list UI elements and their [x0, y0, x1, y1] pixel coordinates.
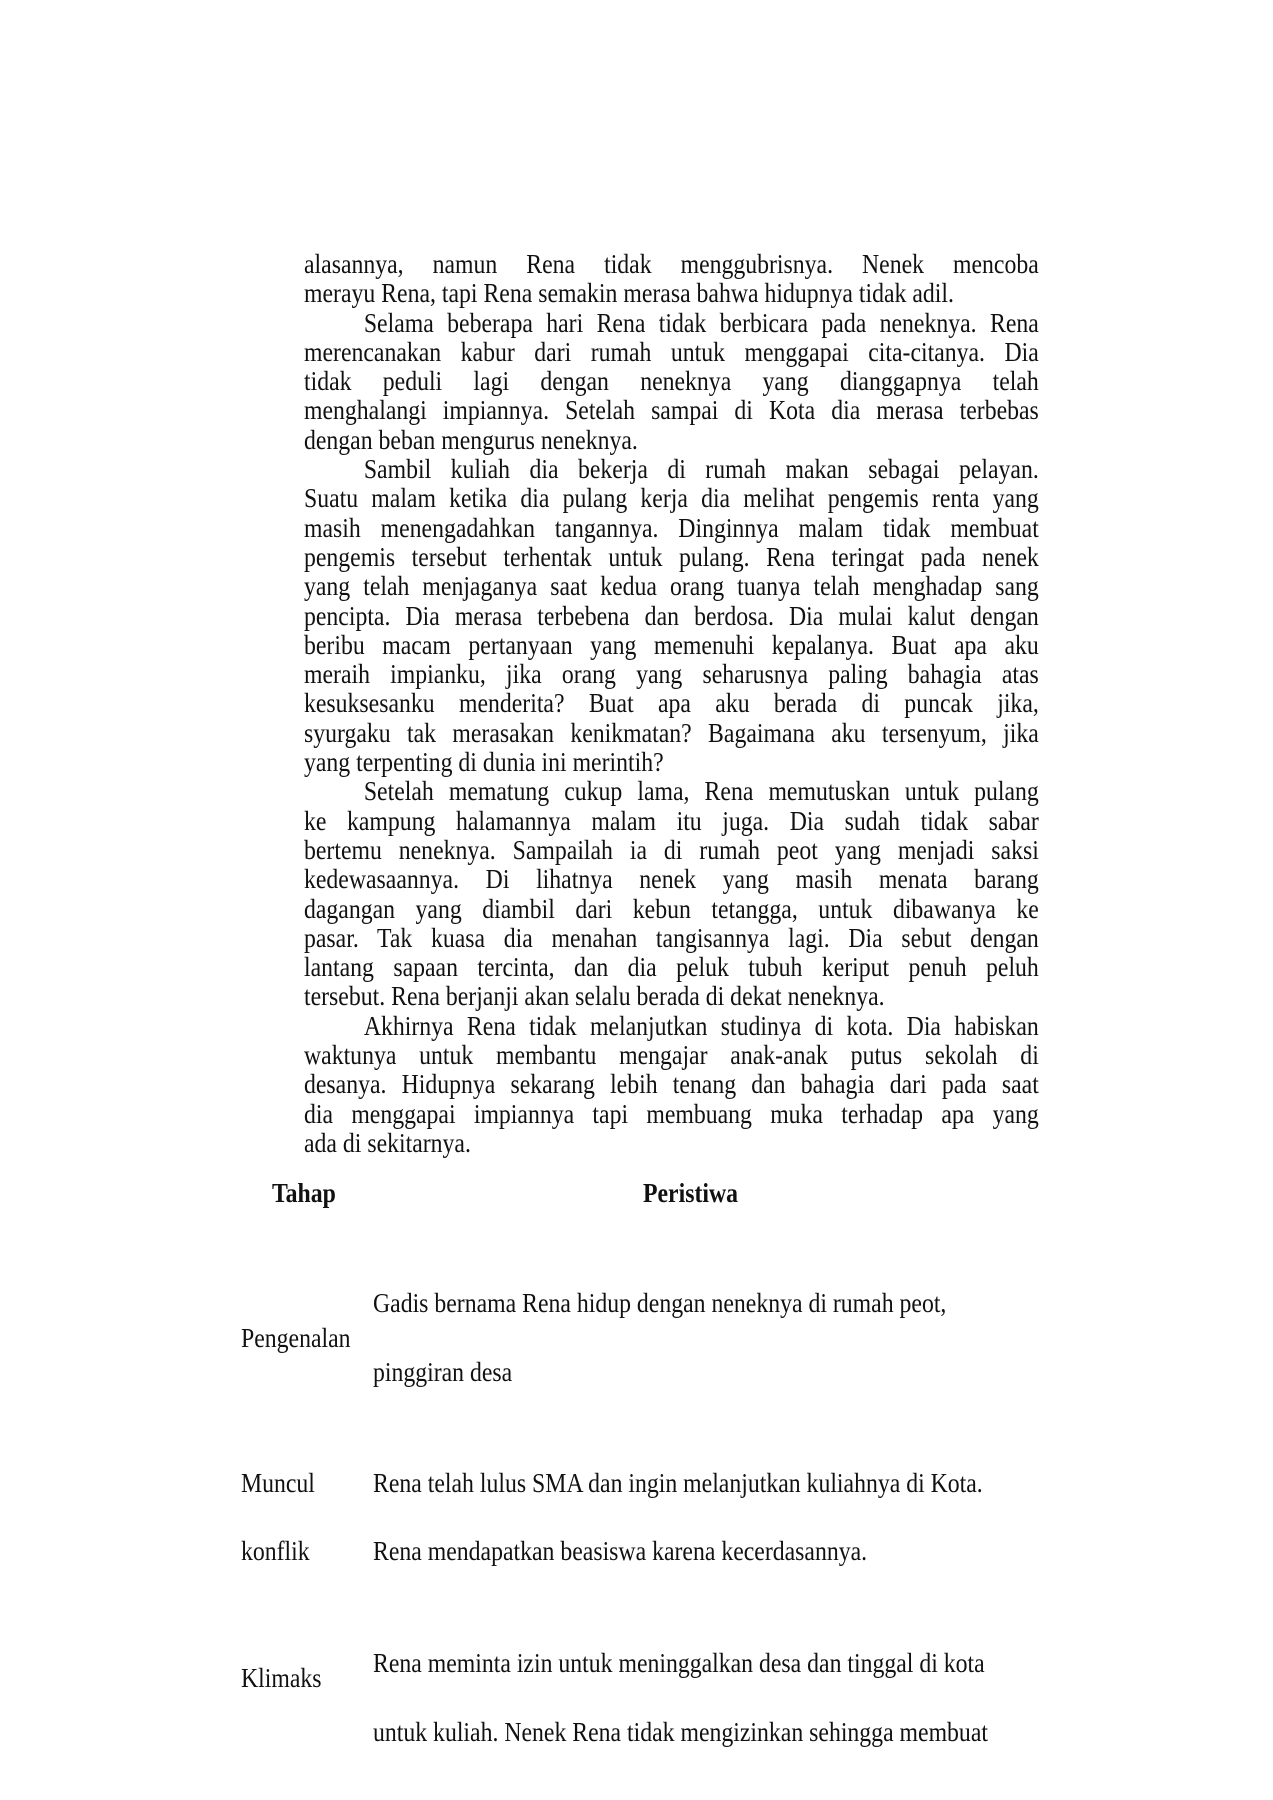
paragraph-line: dia menggapai impiannya tapi membuang muka terhadap apa yang — [304, 1098, 1039, 1129]
paragraph-line: lantang sapaan tercinta, dan dia peluk tubuh keriput penuh peluh — [304, 952, 1039, 983]
paragraph-line: bertemu neneknya. Sampailah ia di rumah peot yang menjadi saksi — [304, 834, 1039, 865]
table-row-stage: konflik — [241, 1536, 310, 1566]
paragraph-line: desanya. Hidupnya sekarang lebih tenang dan bahagia dari pada saat — [304, 1069, 1039, 1100]
paragraph-line: Akhirnya Rena tidak melanjutkan studinya di kota. Dia habiskan — [363, 1010, 1039, 1041]
paragraph-line: dagangan yang diambil dari kebun tetangga, untuk dibawanya ke — [304, 893, 1039, 924]
paragraph-line: masih menengadahkan tangannya. Dinginnya malam tidak membuat — [304, 512, 1039, 543]
paragraph-line: Setelah mematung cukup lama, Rena memutuskan untuk pulang — [363, 776, 1039, 807]
table-row-stage: Klimaks — [241, 1663, 322, 1693]
paragraph-line: alasannya, namun Rena tidak menggubrisnya. Nenek mencoba — [304, 249, 1039, 279]
table-row-event: Rena telah lulus SMA dan ingin melanjutkan kuliahnya di Kota. — [373, 1468, 983, 1498]
table-row-stage: Pengenalan — [241, 1323, 351, 1353]
paragraph-line: beribu macam pertanyaan yang memenuhi kepalanya. Buat apa aku — [304, 629, 1039, 660]
paragraph-line: tersebut. Rena berjanji akan selalu berada di dekat neneknya. — [304, 981, 885, 1012]
paragraph-line: pengemis tersebut terhentak untuk pulang. Rena teringat pada nenek — [304, 541, 1039, 572]
paragraph-line: Suatu malam ketika dia pulang kerja dia melihat pengemis renta yang — [304, 483, 1039, 514]
table-header-event: Peristiwa — [643, 1178, 739, 1208]
table-header-stage: Tahap — [272, 1178, 336, 1208]
paragraph-line: yang terpenting di dunia ini merintih? — [304, 747, 664, 778]
paragraph-line: Sambil kuliah dia bekerja di rumah makan sebagai pelayan. — [363, 454, 1039, 485]
paragraph-line: ke kampung halamannya malam itu juga. Dia sudah tidak sabar — [304, 805, 1039, 836]
paragraph-line: dengan beban mengurus neneknya. — [304, 424, 638, 455]
table-row-event: untuk kuliah. Nenek Rena tidak mengizinkan sehingga membuat — [373, 1717, 988, 1747]
table-row-event: Rena mendapatkan beasiswa karena kecerdasannya. — [373, 1536, 868, 1566]
paragraph-line: meraih impianku, jika orang yang seharusnya paling bahagia atas — [304, 659, 1039, 690]
paragraph-line: menghalangi impiannya. Setelah sampai di Kota dia merasa terbebas — [304, 395, 1039, 426]
paragraph-line: pasar. Tak kuasa dia menahan tangisannya lagi. Dia sebut dengan — [304, 922, 1039, 953]
paragraph-line: yang telah menjaganya saat kedua orang tuanya telah menghadap sang — [304, 571, 1039, 602]
table-row-event: Rena meminta izin untuk meninggalkan desa dan tinggal di kota — [373, 1648, 985, 1678]
paragraph-line: merencanakan kabur dari rumah untuk menggapai cita-citanya. Dia — [304, 336, 1039, 367]
paragraph-line: waktunya untuk membantu mengajar anak-anak putus sekolah di — [304, 1040, 1039, 1071]
paragraph-line: merayu Rena, tapi Rena semakin merasa bahwa hidupnya tidak adil. — [304, 278, 954, 309]
paragraph-line: ada di sekitarnya. — [304, 1127, 471, 1158]
table-row-event: pinggiran desa — [373, 1357, 513, 1387]
table-row-event: Gadis bernama Rena hidup dengan neneknya di rumah peot, — [373, 1288, 947, 1318]
table-row-stage: Muncul — [241, 1468, 315, 1498]
paragraph-line: kesuksesanku menderita? Buat apa aku berada di puncak jika, — [304, 688, 1039, 719]
paragraph-line: pencipta. Dia merasa terbebena dan berdosa. Dia mulai kalut dengan — [304, 600, 1039, 631]
paragraph-line: kedewasaannya. Di lihatnya nenek yang masih menata barang — [304, 864, 1039, 895]
paragraph-line: Selama beberapa hari Rena tidak berbicara pada neneknya. Rena — [363, 307, 1039, 338]
paragraph-line: tidak peduli lagi dengan neneknya yang dianggapnya telah — [304, 366, 1039, 397]
paragraph-line: syurgaku tak merasakan kenikmatan? Bagaimana aku tersenyum, jika — [304, 717, 1039, 748]
